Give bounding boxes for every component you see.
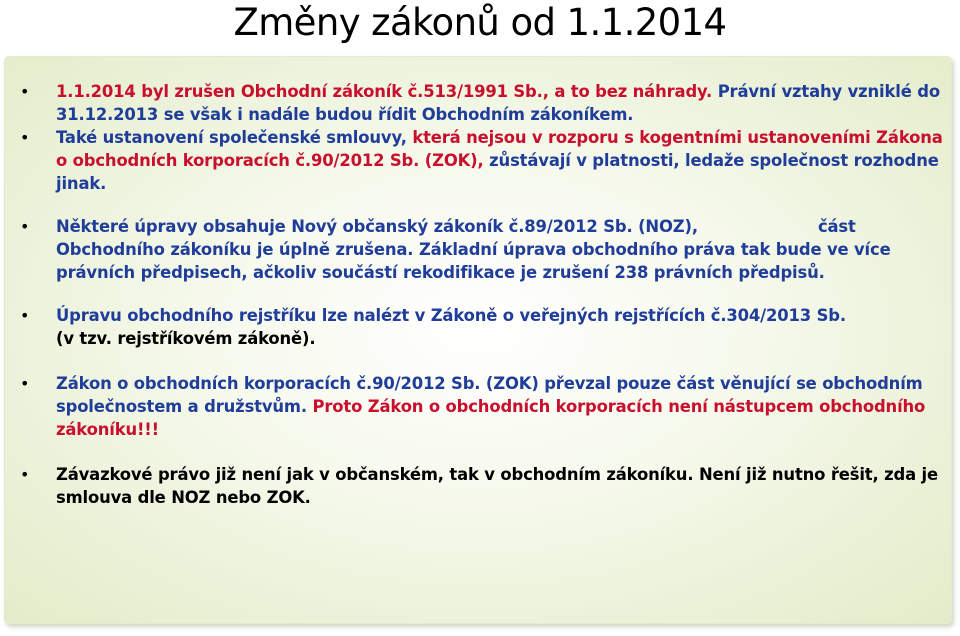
bullet-5-segment-2: Proto Zákon o obchodních korporacích není nástupcem obchodního zákoníku!!! [56,397,926,439]
bullet-3-segment-1: Některé úpravy obsahuje Nový občanský zákoník č.89/2012 Sb. (NOZ), [56,217,698,236]
bullet-glyph: • [20,374,30,393]
bullet-glyph: • [20,217,30,236]
bullet-list [8,80,948,509]
bullet-item-6 [8,463,948,509]
bullet-item-5 [8,372,948,441]
bullet-3-segment-3: Obchodního zákoníku je úplně zrušena. [56,240,419,259]
bullet-2-segment-1: Také ustanovení společenské smlouvy, [56,128,413,147]
bullet-4-segment-2: (v tzv. rejstříkovém zákoně). [56,329,316,348]
bullet-3-segment-2: část [817,217,856,236]
bullet-6-segment-1: Závazkové právo již není jak v občanském, tak v obchodním zákoníku. Není již nutno řešit, zda je smlouva dle NOZ nebo ZOK. [56,465,938,507]
bullet-3-segment-4: Základní úprava obchodního práva tak bude ve více právních předpisech, ačkoliv součástí rekodifikace je zrušení 238 právních předpisů. [56,240,891,282]
bullet-glyph: • [20,128,30,147]
bullet-2-segment-2: která nejsou v rozporu s kogentními ustanoveními Zákona o obchodních korporacích č.90/2012 Sb. [56,128,943,170]
bullet-item-1 [8,80,948,126]
bullet-4-segment-1: Úpravu obchodního rejstříku lze nalézt v Zákoně o veřejných rejstřících č.304/2013 Sb. [56,306,846,325]
bullet-item-4 [8,304,948,350]
bullet-5-segment-1: Zákon o obchodních korporacích č.90/2012 Sb. (ZOK) převzal pouze část věnující se obchodním společnostem a družstvům. [56,374,923,416]
bullet-glyph: • [20,82,30,101]
slide-title: Změny zákonů od 1.1.2014 [233,1,727,44]
bullet-2-segment-3: (ZOK), [419,151,490,170]
bullet-item-2 [8,126,948,195]
bullet-2-segment-4: zůstávají v platnosti, ledaže společnost rozhodne jinak. [56,151,939,193]
bullet-1-segment-1: 1.1.2014 byl zrušen Obchodní zákoník č.513/1991 Sb., a to bez náhrady. [56,82,718,101]
bullet-glyph: • [20,465,30,484]
bullet-item-3 [8,215,948,284]
bullet-1-segment-2: Právní vztahy vzniklé do 31.12.2013 se však i nadále budou řídit Obchodním zákoníkem. [56,82,940,124]
bullet-glyph: • [20,306,30,325]
